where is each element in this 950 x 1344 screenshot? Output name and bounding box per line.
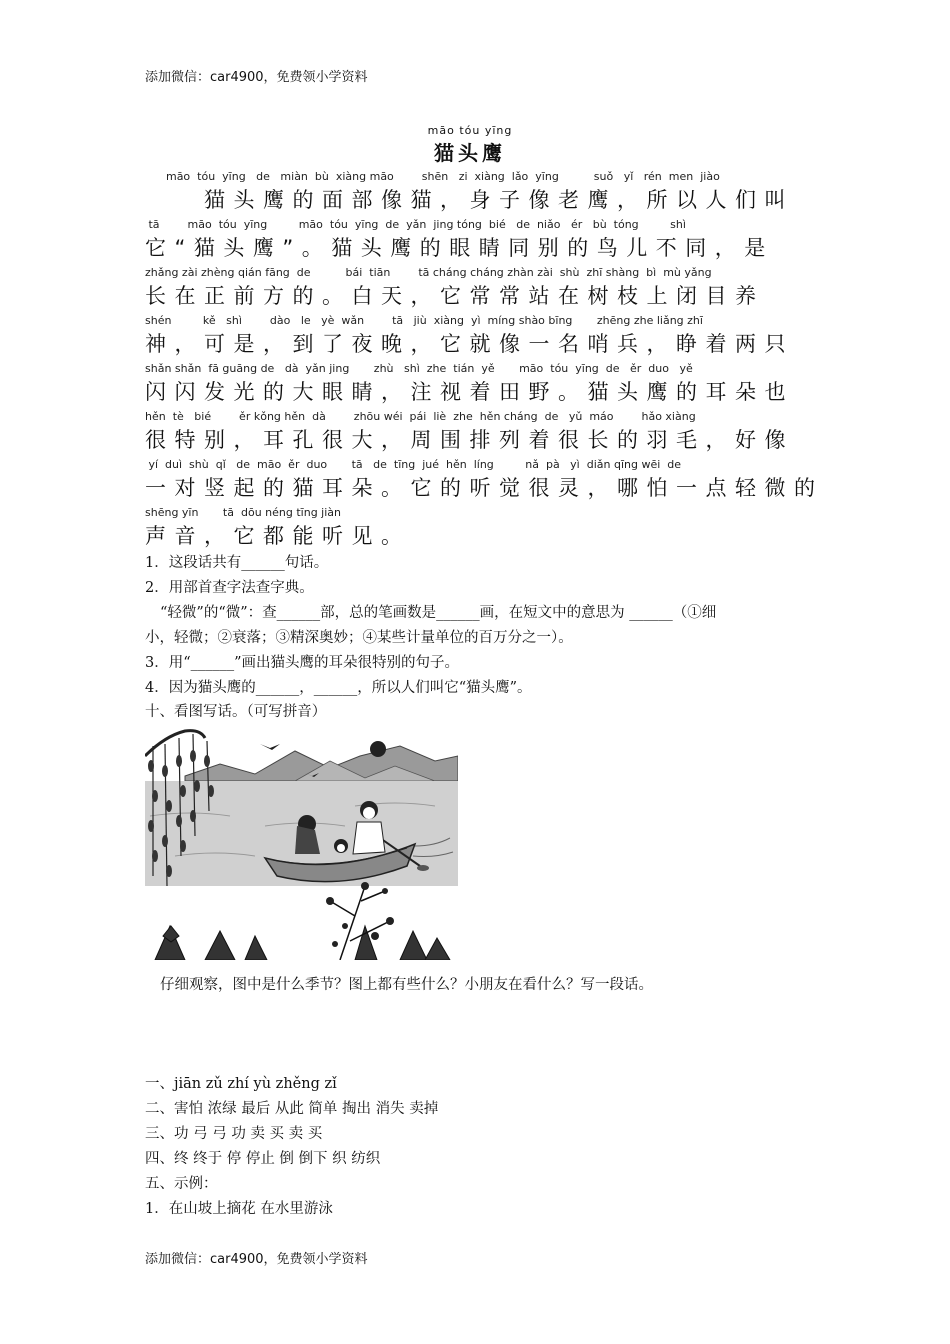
passage-line bbox=[145, 314, 795, 362]
answer-line: 五、示例： bbox=[145, 1176, 218, 1192]
hanzi-row: 它“猫头鹰”。猫头鹰的眼睛同别的鸟儿不同，是 bbox=[145, 236, 774, 260]
boat-scene-illustration bbox=[145, 726, 458, 960]
question-4: 4．因为猫头鹰的______，______，所以人们叫它“猫头鹰”。 bbox=[145, 680, 532, 696]
question-1: 1．这段话共有______句话。 bbox=[145, 555, 329, 571]
pinyin-row: tā māo tóu yīng māo tóu yīng de yǎn jing tóng bié de niǎo ér bù tóng shì bbox=[145, 218, 686, 231]
hanzi-row: 闪闪发光的大眼睛，注视着田野。猫头鹰的耳朵也 bbox=[145, 380, 794, 404]
footer-note: 添加微信：car4900，免费领小学资料 bbox=[145, 1252, 368, 1267]
pinyin-row: shēng yīn tā dōu néng tīng jiàn bbox=[145, 506, 341, 519]
answer-line: 四、终 终于 停 停止 倒 倒下 织 纺织 bbox=[145, 1151, 381, 1167]
passage-line bbox=[145, 266, 795, 314]
question-2-options: 小，轻微；②衰落；③精深奥妙；④某些计量单位的百万分之一）。 bbox=[145, 630, 573, 646]
pinyin-row: māo tóu yīng de miàn bù xiàng māo shēn zi xiàng lǎo yīng suǒ yǐ rén men jiào bbox=[145, 170, 720, 183]
pinyin-row: hěn tè bié ěr kǒng hěn dà zhōu wéi pái liè zhe hěn cháng de yǔ máo hǎo xiàng bbox=[145, 410, 696, 423]
hanzi-row: 神，可是，到了夜晚，它就像一名哨兵，睁着两只 bbox=[145, 332, 794, 356]
passage-line bbox=[145, 458, 824, 506]
title-hanzi: 猫头鹰 bbox=[434, 141, 506, 165]
answer-line: 一、jiān zǔ zhí yù zhěng zǐ bbox=[145, 1076, 337, 1092]
hanzi-row: 猫头鹰的面部像猫，身子像老鹰，所以人们叫 bbox=[145, 188, 794, 212]
pinyin-row: zhǎng zài zhèng qián fāng de bái tiān tā cháng cháng zhàn zài shù zhī shàng bì mù yǎng bbox=[145, 266, 712, 279]
hanzi-row: 很特别，耳孔很大，周围排列着很长的羽毛，好像 bbox=[145, 428, 794, 452]
reading-passage bbox=[145, 124, 824, 554]
header-note: 添加微信：car4900，免费领小学资料 bbox=[145, 70, 368, 85]
hanzi-row: 声音，它都能听见。 bbox=[145, 524, 411, 548]
answer-line: 二、害怕 浓绿 最后 从此 简单 掏出 消失 卖掉 bbox=[145, 1101, 439, 1117]
answer-line: 三、功 弓 弓 功 卖 买 卖 买 bbox=[145, 1126, 323, 1142]
hanzi-row: 长在正前方的。白天，它常常站在树枝上闭目养 bbox=[145, 284, 765, 308]
title-pinyin: māo tóu yīng bbox=[427, 124, 513, 137]
passage-line bbox=[145, 506, 795, 554]
passage-line bbox=[145, 170, 795, 218]
passage-line bbox=[145, 218, 795, 266]
section-ten-heading: 十、看图写话。（可写拼音） bbox=[145, 704, 327, 720]
answer-line: 1．在山坡上摘花 在水里游泳 bbox=[145, 1201, 333, 1217]
question-2-detail: “轻微”的“微”：查______部，总的笔画数是______画，在短文中的意思为 ______（①细 bbox=[160, 605, 717, 621]
passage-title bbox=[145, 124, 795, 166]
passage-line bbox=[145, 410, 795, 458]
hanzi-row: 一对竖起的猫耳朵。它的听觉很灵，哪怕一点轻微的 bbox=[145, 476, 824, 500]
question-3: 3．用“______”画出猫头鹰的耳朵很特别的句子。 bbox=[145, 655, 460, 671]
writing-prompt: 仔细观察，图中是什么季节？图上都有些什么？小朋友在看什么？写一段话。 bbox=[160, 977, 653, 993]
pinyin-row: shén kě shì dào le yè wǎn tā jiù xiàng yì míng shào bīng zhēng zhe liǎng zhī bbox=[145, 314, 703, 327]
passage-line bbox=[145, 362, 795, 410]
pinyin-row: shǎn shǎn fā guāng de dà yǎn jing zhù shì zhe tián yě māo tóu yīng de ěr duo yě bbox=[145, 362, 693, 375]
question-2: 2．用部首查字法查字典。 bbox=[145, 580, 314, 596]
pinyin-row: yí duì shù qǐ de māo ěr duo tā de tīng jué hěn líng nǎ pà yì diǎn qīng wēi de bbox=[145, 458, 682, 471]
